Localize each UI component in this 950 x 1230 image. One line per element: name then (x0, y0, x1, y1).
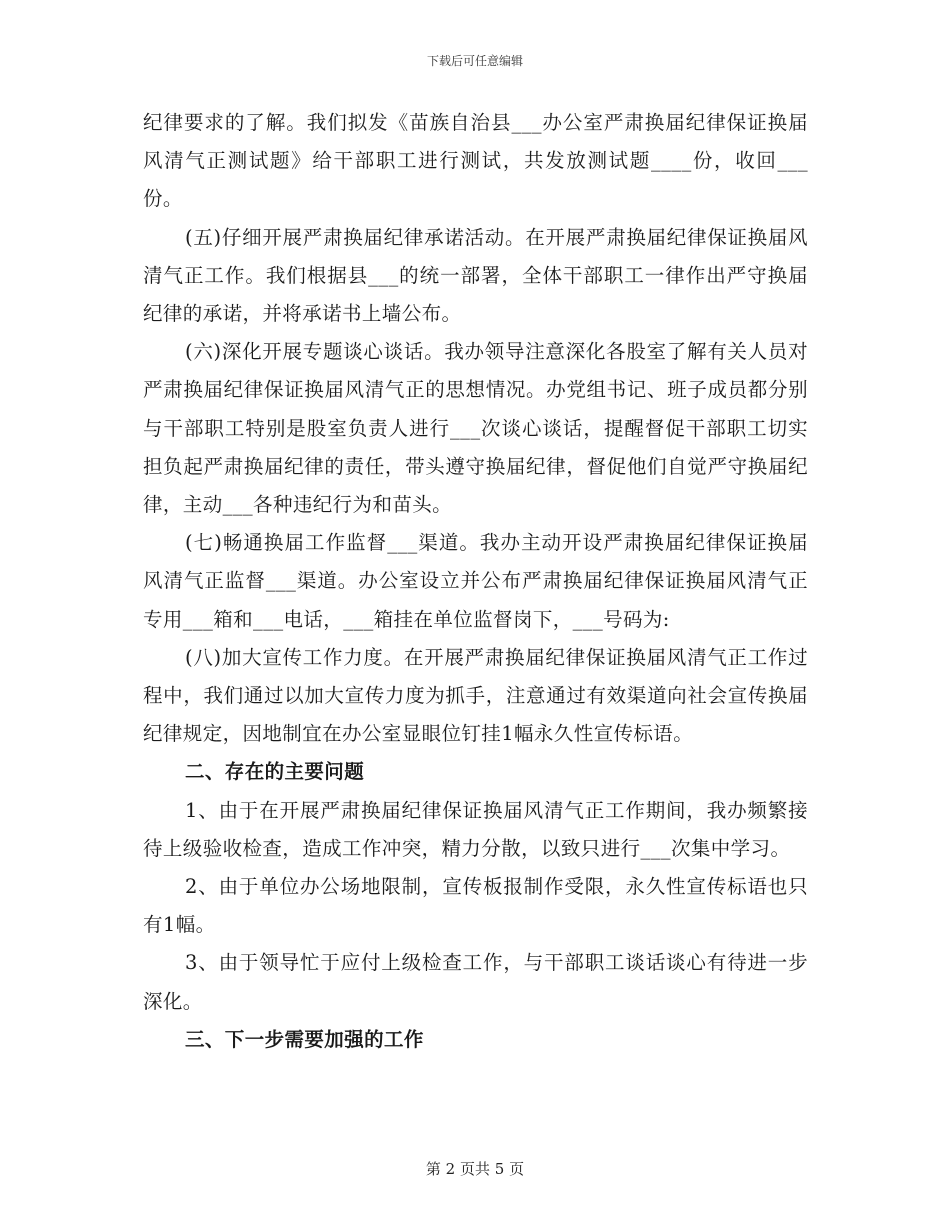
paragraph-continuation: 纪律要求的了解。我们拟发《苗族自治县___办公室严肃换届纪律保证换届风清气正测试题》给干部职工进行测试，共发放测试题____份，收回___份。 (143, 111, 808, 211)
paragraph-item-7: (七)畅通换届工作监督___渠道。我办主动开设严肃换届纪律保证换届风清气正监督___渠道。办公室设立并公布严肃换届纪律保证换届风清气正专用___箱和___电话，___箱挂在单位监督岗下，___号码为: (143, 531, 808, 631)
paragraph-item-5: (五)仔细开展严肃换届纪律承诺活动。在开展严肃换届纪律保证换届风清气正工作。我们根据县___的统一部署，全体干部职工一律作出严守换届纪律的承诺，并将承诺书上墙公布。 (143, 225, 808, 326)
problem-item-1: 1、由于在开展严肃换届纪律保证换届风清气正工作期间，我办频繁接待上级验收检查，造成工作冲突，精力分散，以致只进行___次集中学习。 (143, 798, 808, 860)
document-body (143, 104, 808, 1059)
page-header: 下载后可任意编辑 (426, 54, 523, 68)
problem-item-3: 3、由于领导忙于应付上级检查工作，与干部职工谈话谈心有待进一步深化。 (143, 951, 808, 1013)
page-number: 第 2 页共 5 页 (425, 1160, 525, 1178)
paragraph-item-6: (六)深化开展专题谈心谈话。我办领导注意深化各股室了解有关人员对严肃换届纪律保证换届风清气正的思想情况。办党组书记、班子成员都分别与干部职工特别是股室负责人进行___次谈心谈话，提醒督促干部职工切实担负起严肃换届纪律的责任，带头遵守换届纪律，督促他们自觉严守换届纪律，主动___各种违纪行为和苗头。 (143, 340, 808, 517)
problem-item-2: 2、由于单位办公场地限制，宣传板报制作受限，永久性宣传标语也只有1幅。 (143, 875, 808, 937)
paragraph-item-8: (八)加大宣传工作力度。在开展严肃换届纪律保证换届风清气正工作过程中，我们通过以加大宣传力度为抓手，注意通过有效渠道向社会宣传换届纪律规定，因地制宜在办公室显眼位钉挂1幅永久性宣传标语。 (143, 645, 808, 746)
section-heading-problems: 二、存在的主要问题 (185, 760, 365, 784)
section-heading-next-steps: 三、下一步需要加强的工作 (185, 1027, 424, 1051)
